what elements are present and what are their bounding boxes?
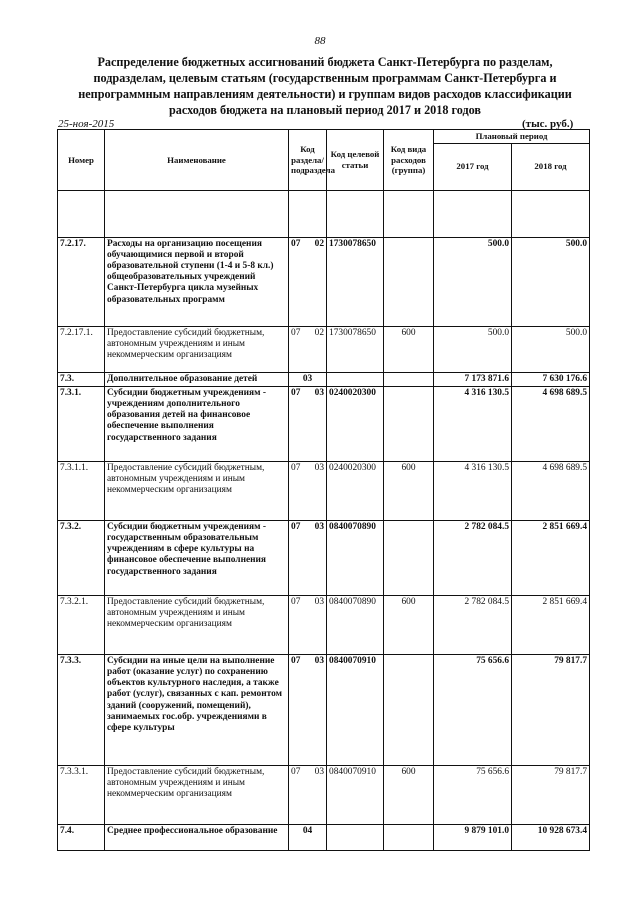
row-value-2017: 4 316 130.5	[434, 461, 512, 520]
row-number: 7.3.3.1.	[58, 765, 105, 824]
row-article-code: 0240020300	[327, 461, 384, 520]
podrazdel-code: 02	[314, 238, 324, 249]
row-section-code	[289, 237, 327, 326]
row-type-code	[384, 372, 434, 386]
row-article-code: 0240020300	[327, 386, 384, 461]
row-type-code	[384, 520, 434, 595]
row-value-2018: 7 630 176.6	[512, 372, 590, 386]
razdel-code: 07	[291, 238, 301, 249]
row-article-code: 0840070890	[327, 595, 384, 654]
row-article-code: 0840070910	[327, 654, 384, 765]
row-value-2017: 9 879 101.0	[434, 824, 512, 850]
budget-table	[57, 129, 590, 851]
row-number: 7.2.17.	[58, 237, 105, 326]
podrazdel-code: 04	[302, 825, 313, 836]
razdel-code: 07	[291, 655, 301, 666]
table-row	[58, 520, 590, 595]
row-value-2017: 2 782 084.5	[434, 520, 512, 595]
row-number: 7.3.	[58, 372, 105, 386]
document-title: Распределение бюджетных ассигнований бюджета Санкт-Петербурга по разделам, подразделам, целевым статьям (государственным программам Санкт-Петербурга и непрограммным направлениям деятельности) и группам видов расходов классификации расходов бюджета на плановый период 2017 и 2018 годов	[78, 55, 572, 117]
row-value-2018: 4 698 689.5	[512, 461, 590, 520]
row-type-code: 600	[384, 461, 434, 520]
row-name: Предоставление субсидий бюджетным, автономным учреждениям и иным некоммерческим организациям	[105, 595, 289, 654]
podrazdel-code: 03	[314, 766, 324, 777]
row-name: Предоставление субсидий бюджетным, автономным учреждениям и иным некоммерческим организациям	[105, 461, 289, 520]
row-type-code: 600	[384, 595, 434, 654]
razdel-code: 07	[291, 521, 301, 532]
row-value-2018: 2 851 669.4	[512, 595, 590, 654]
table-row	[58, 765, 590, 824]
header-2018: 2018 год	[512, 143, 590, 190]
row-section-code	[289, 520, 327, 595]
row-type-code: 600	[384, 326, 434, 372]
row-article-code: 1730078650	[327, 326, 384, 372]
row-value-2018: 2 851 669.4	[512, 520, 590, 595]
razdel-code: 07	[291, 766, 301, 777]
table-row	[58, 237, 590, 326]
row-section-code	[289, 765, 327, 824]
row-value-2017: 75 656.6	[434, 654, 512, 765]
podrazdel-code: 03	[314, 521, 324, 532]
row-article-code	[327, 372, 384, 386]
podrazdel-code: 03	[314, 655, 324, 666]
row-section-code	[289, 461, 327, 520]
razdel-code: 07	[291, 387, 301, 398]
row-name: Субсидии на иные цели на выполнение работ (оказание услуг) по сохранению объектов культурного наследия, а также работ (услуг), связанных с кап. ремонтом зданий (сооружений, помещений), занимаемых гос.обр. учреждениями в сфере культуры	[105, 654, 289, 765]
header-type-code: Код вида расходов (группа)	[384, 130, 434, 191]
row-number: 7.3.2.	[58, 520, 105, 595]
header-2017: 2017 год	[434, 143, 512, 190]
row-section-code	[289, 595, 327, 654]
row-number: 7.3.3.	[58, 654, 105, 765]
row-article-code: 1730078650	[327, 237, 384, 326]
row-value-2018: 10 928 673.4	[512, 824, 590, 850]
header-article-code: Код целевой статьи	[327, 130, 384, 191]
row-name: Предоставление субсидий бюджетным, автономным учреждениям и иным некоммерческим организациям	[105, 765, 289, 824]
podrazdel-code: 03	[302, 373, 313, 384]
table-row	[58, 824, 590, 850]
row-name: Предоставление субсидий бюджетным, автономным учреждениям и иным некоммерческим организациям	[105, 326, 289, 372]
row-number: 7.4.	[58, 824, 105, 850]
table-row	[58, 372, 590, 386]
podrazdel-code: 03	[314, 596, 324, 607]
row-type-code	[384, 237, 434, 326]
row-number: 7.3.1.	[58, 386, 105, 461]
row-value-2018: 500.0	[512, 237, 590, 326]
table-row	[58, 326, 590, 372]
row-value-2017: 2 782 084.5	[434, 595, 512, 654]
header-section-code: Код раздела/ подраздела	[289, 130, 327, 191]
row-article-code	[327, 824, 384, 850]
row-value-2017: 500.0	[434, 237, 512, 326]
row-number: 7.2.17.1.	[58, 326, 105, 372]
row-name: Субсидии бюджетным учреждениям - учреждениям дополнительного образования детей на финансовое обеспечение выполнения государственного задания	[105, 386, 289, 461]
row-number: 7.3.1.1.	[58, 461, 105, 520]
row-type-code: 600	[384, 765, 434, 824]
razdel-code: 07	[291, 327, 301, 338]
row-number: 7.3.2.1.	[58, 595, 105, 654]
row-section-code	[289, 824, 327, 850]
table-row	[58, 595, 590, 654]
row-section-code	[289, 654, 327, 765]
row-value-2018: 79 817.7	[512, 765, 590, 824]
row-section-code	[289, 326, 327, 372]
podrazdel-code: 03	[314, 462, 324, 473]
row-value-2017: 75 656.6	[434, 765, 512, 824]
row-value-2018: 500.0	[512, 326, 590, 372]
row-value-2017: 4 316 130.5	[434, 386, 512, 461]
row-value-2017: 500.0	[434, 326, 512, 372]
units-label: (тыс. руб.)	[522, 118, 574, 130]
row-section-code	[289, 372, 327, 386]
podrazdel-code: 03	[314, 387, 324, 398]
razdel-code: 07	[291, 596, 301, 607]
header-name: Наименование	[105, 130, 289, 191]
row-section-code	[289, 386, 327, 461]
header-plan-period: Плановый период	[434, 130, 590, 144]
page-number: 88	[314, 35, 326, 47]
row-article-code: 0840070910	[327, 765, 384, 824]
table-row	[58, 461, 590, 520]
podrazdel-code: 02	[314, 327, 324, 338]
header-number: Номер	[58, 130, 105, 191]
table-row	[58, 654, 590, 765]
razdel-code: 07	[291, 462, 301, 473]
document-date: 25-ноя-2015	[58, 118, 115, 130]
row-name: Среднее профессиональное образование	[105, 824, 289, 850]
table-row	[58, 386, 590, 461]
row-value-2018: 4 698 689.5	[512, 386, 590, 461]
row-type-code	[384, 824, 434, 850]
row-value-2018: 79 817.7	[512, 654, 590, 765]
row-type-code	[384, 654, 434, 765]
row-name: Дополнительное образование детей	[105, 372, 289, 386]
row-value-2017: 7 173 871.6	[434, 372, 512, 386]
row-name: Субсидии бюджетным учреждениям - государственным образовательным учреждениям в сфере культуры на финансовое обеспечение выполнения государственного задания	[105, 520, 289, 595]
row-article-code: 0840070890	[327, 520, 384, 595]
row-type-code	[384, 386, 434, 461]
row-name: Расходы на организацию посещения обучающимися первой и второй образовательной ступени (1-4 и 5-8 кл.) общеобразовательных учреждений Санкт-Петербурга цикла музейных образовательных программ	[105, 237, 289, 326]
